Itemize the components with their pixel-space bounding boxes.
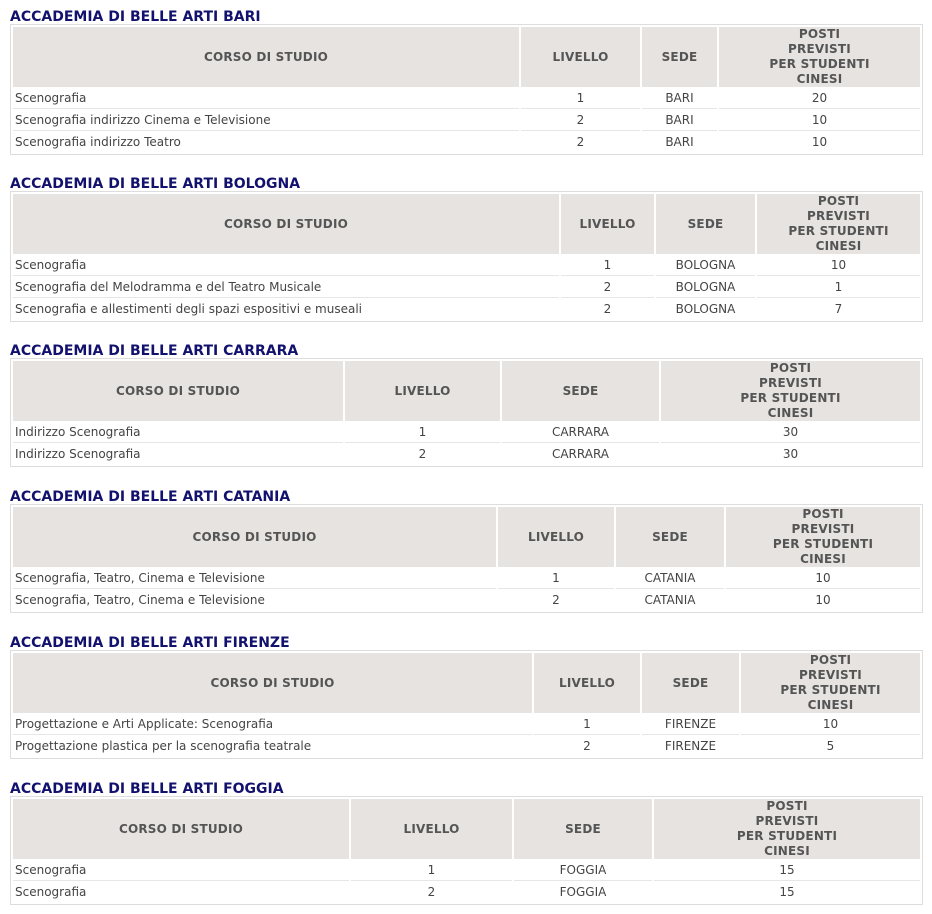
header-posti: POSTI PREVISTI PER STUDENTI CINESI xyxy=(726,507,920,567)
table-row xyxy=(13,737,920,756)
cell-livello: 1 xyxy=(498,569,614,589)
header-row xyxy=(13,653,920,713)
courses-table xyxy=(10,24,923,155)
cell-sede: BARI xyxy=(642,89,717,109)
courses-table xyxy=(10,358,923,467)
section-title: ACCADEMIA DI BELLE ARTI FIRENZE xyxy=(10,635,290,651)
cell-sede: BARI xyxy=(642,111,717,131)
section-firenze xyxy=(10,634,923,753)
cell-posti: 20 xyxy=(719,89,920,109)
cell-sede: FIRENZE xyxy=(642,715,739,735)
cell-posti: 10 xyxy=(815,593,831,607)
section-title: ACCADEMIA DI BELLE ARTI CATANIA xyxy=(10,489,291,505)
cell-posti: 10 xyxy=(719,111,920,131)
header-sede: SEDE xyxy=(642,653,739,713)
table-row xyxy=(13,445,920,464)
header-row xyxy=(13,27,920,87)
cell-posti: 7 xyxy=(834,302,843,316)
cell-sede: CATANIA xyxy=(644,593,696,607)
cell-corso: Scenografia e allestimenti degli spazi espositivi e museali xyxy=(15,302,362,316)
cell-livello: 2 xyxy=(576,135,585,149)
header-livello: LIVELLO xyxy=(561,194,654,254)
cell-livello: 2 xyxy=(552,593,560,607)
table-row xyxy=(13,569,920,589)
table-row xyxy=(13,861,920,881)
cell-sede: BOLOGNA xyxy=(656,256,755,276)
section-foggia xyxy=(10,780,923,899)
cell-posti: 15 xyxy=(654,861,920,881)
header-row xyxy=(13,361,920,421)
header-corso: CORSO DI STUDIO xyxy=(13,507,496,567)
header-posti: POSTI PREVISTI PER STUDENTI CINESI xyxy=(661,361,920,421)
header-corso: CORSO DI STUDIO xyxy=(13,27,519,87)
cell-corso: Indirizzo Scenografia xyxy=(13,423,343,443)
header-livello: LIVELLO xyxy=(534,653,640,713)
cell-sede: BARI xyxy=(665,135,694,149)
table-row xyxy=(13,278,920,298)
cell-corso: Progettazione e Arti Applicate: Scenografia xyxy=(13,715,532,735)
cell-livello: 1 xyxy=(351,861,512,881)
section-title: ACCADEMIA DI BELLE ARTI BOLOGNA xyxy=(10,176,301,192)
table-row xyxy=(13,111,920,131)
table-row xyxy=(13,591,920,610)
header-corso: CORSO DI STUDIO xyxy=(13,361,343,421)
cell-sede: CARRARA xyxy=(502,423,659,443)
header-sede: SEDE xyxy=(514,799,652,859)
cell-corso: Scenografia xyxy=(13,861,349,881)
cell-corso: Scenografia xyxy=(15,885,87,899)
cell-livello: 2 xyxy=(418,447,427,461)
courses-table xyxy=(10,191,923,322)
header-row xyxy=(13,194,920,254)
table-row xyxy=(13,133,920,152)
section-title: ACCADEMIA DI BELLE ARTI BARI xyxy=(10,9,261,25)
cell-livello: 1 xyxy=(561,256,654,276)
header-sede: SEDE xyxy=(656,194,755,254)
section-bologna xyxy=(10,175,923,316)
section-title: ACCADEMIA DI BELLE ARTI FOGGIA xyxy=(10,781,284,797)
header-corso: CORSO DI STUDIO xyxy=(13,194,559,254)
cell-corso: Scenografia, Teatro, Cinema e Televisione xyxy=(13,569,496,589)
cell-posti: 30 xyxy=(782,447,799,461)
courses-table xyxy=(10,504,923,613)
cell-livello: 2 xyxy=(521,111,640,131)
cell-livello: 1 xyxy=(534,715,640,735)
header-sede: SEDE xyxy=(642,27,717,87)
header-row xyxy=(13,799,920,859)
cell-posti: 10 xyxy=(741,715,920,735)
header-sede: SEDE xyxy=(616,507,724,567)
section-carrara xyxy=(10,342,923,461)
table-row xyxy=(13,300,920,319)
table-row xyxy=(13,256,920,276)
table-row xyxy=(13,883,920,902)
cell-posti: 30 xyxy=(661,423,920,443)
cell-posti: 15 xyxy=(779,885,795,899)
cell-livello: 2 xyxy=(427,885,436,899)
cell-sede: BOLOGNA xyxy=(675,302,736,316)
header-posti: POSTI PREVISTI PER STUDENTI CINESI xyxy=(719,27,920,87)
header-livello: LIVELLO xyxy=(521,27,640,87)
cell-sede: CATANIA xyxy=(616,569,724,589)
header-livello: LIVELLO xyxy=(498,507,614,567)
cell-corso: Scenografia xyxy=(13,89,519,109)
courses-table xyxy=(10,796,923,905)
table-row xyxy=(13,89,920,109)
cell-livello: 2 xyxy=(561,278,654,298)
cell-livello: 1 xyxy=(521,89,640,109)
header-corso: CORSO DI STUDIO xyxy=(13,799,349,859)
cell-sede: BOLOGNA xyxy=(656,278,755,298)
cell-corso: Scenografia, Teatro, Cinema e Televisione xyxy=(15,593,265,607)
cell-posti: 5 xyxy=(826,739,835,753)
cell-livello: 2 xyxy=(583,739,591,753)
table-row xyxy=(13,423,920,443)
header-livello: LIVELLO xyxy=(345,361,500,421)
header-corso: CORSO DI STUDIO xyxy=(13,653,532,713)
cell-posti: 10 xyxy=(811,135,828,149)
cell-corso: Scenografia xyxy=(13,256,559,276)
section-title: ACCADEMIA DI BELLE ARTI CARRARA xyxy=(10,343,299,359)
header-livello: LIVELLO xyxy=(351,799,512,859)
header-posti: POSTI PREVISTI PER STUDENTI CINESI xyxy=(741,653,920,713)
cell-corso: Scenografia indirizzo Teatro xyxy=(15,135,181,149)
cell-sede: FOGGIA xyxy=(559,885,607,899)
cell-livello: 1 xyxy=(345,423,500,443)
cell-corso: Progettazione plastica per la scenografia teatrale xyxy=(15,739,312,753)
table-row xyxy=(13,715,920,735)
header-row xyxy=(13,507,920,567)
header-posti: POSTI PREVISTI PER STUDENTI CINESI xyxy=(654,799,920,859)
header-posti: POSTI PREVISTI PER STUDENTI CINESI xyxy=(757,194,920,254)
header-sede: SEDE xyxy=(502,361,659,421)
cell-posti: 1 xyxy=(757,278,920,298)
cell-posti: 10 xyxy=(757,256,920,276)
cell-sede: FIRENZE xyxy=(664,739,717,753)
cell-livello: 2 xyxy=(603,302,612,316)
courses-table xyxy=(10,650,923,759)
cell-corso: Scenografia del Melodramma e del Teatro Musicale xyxy=(13,278,559,298)
section-catania xyxy=(10,488,923,607)
cell-sede: FOGGIA xyxy=(514,861,652,881)
cell-sede: CARRARA xyxy=(551,447,610,461)
cell-posti: 10 xyxy=(726,569,920,589)
section-bari xyxy=(10,8,923,149)
cell-corso: Indirizzo Scenografia xyxy=(15,447,141,461)
cell-corso: Scenografia indirizzo Cinema e Televisione xyxy=(13,111,519,131)
